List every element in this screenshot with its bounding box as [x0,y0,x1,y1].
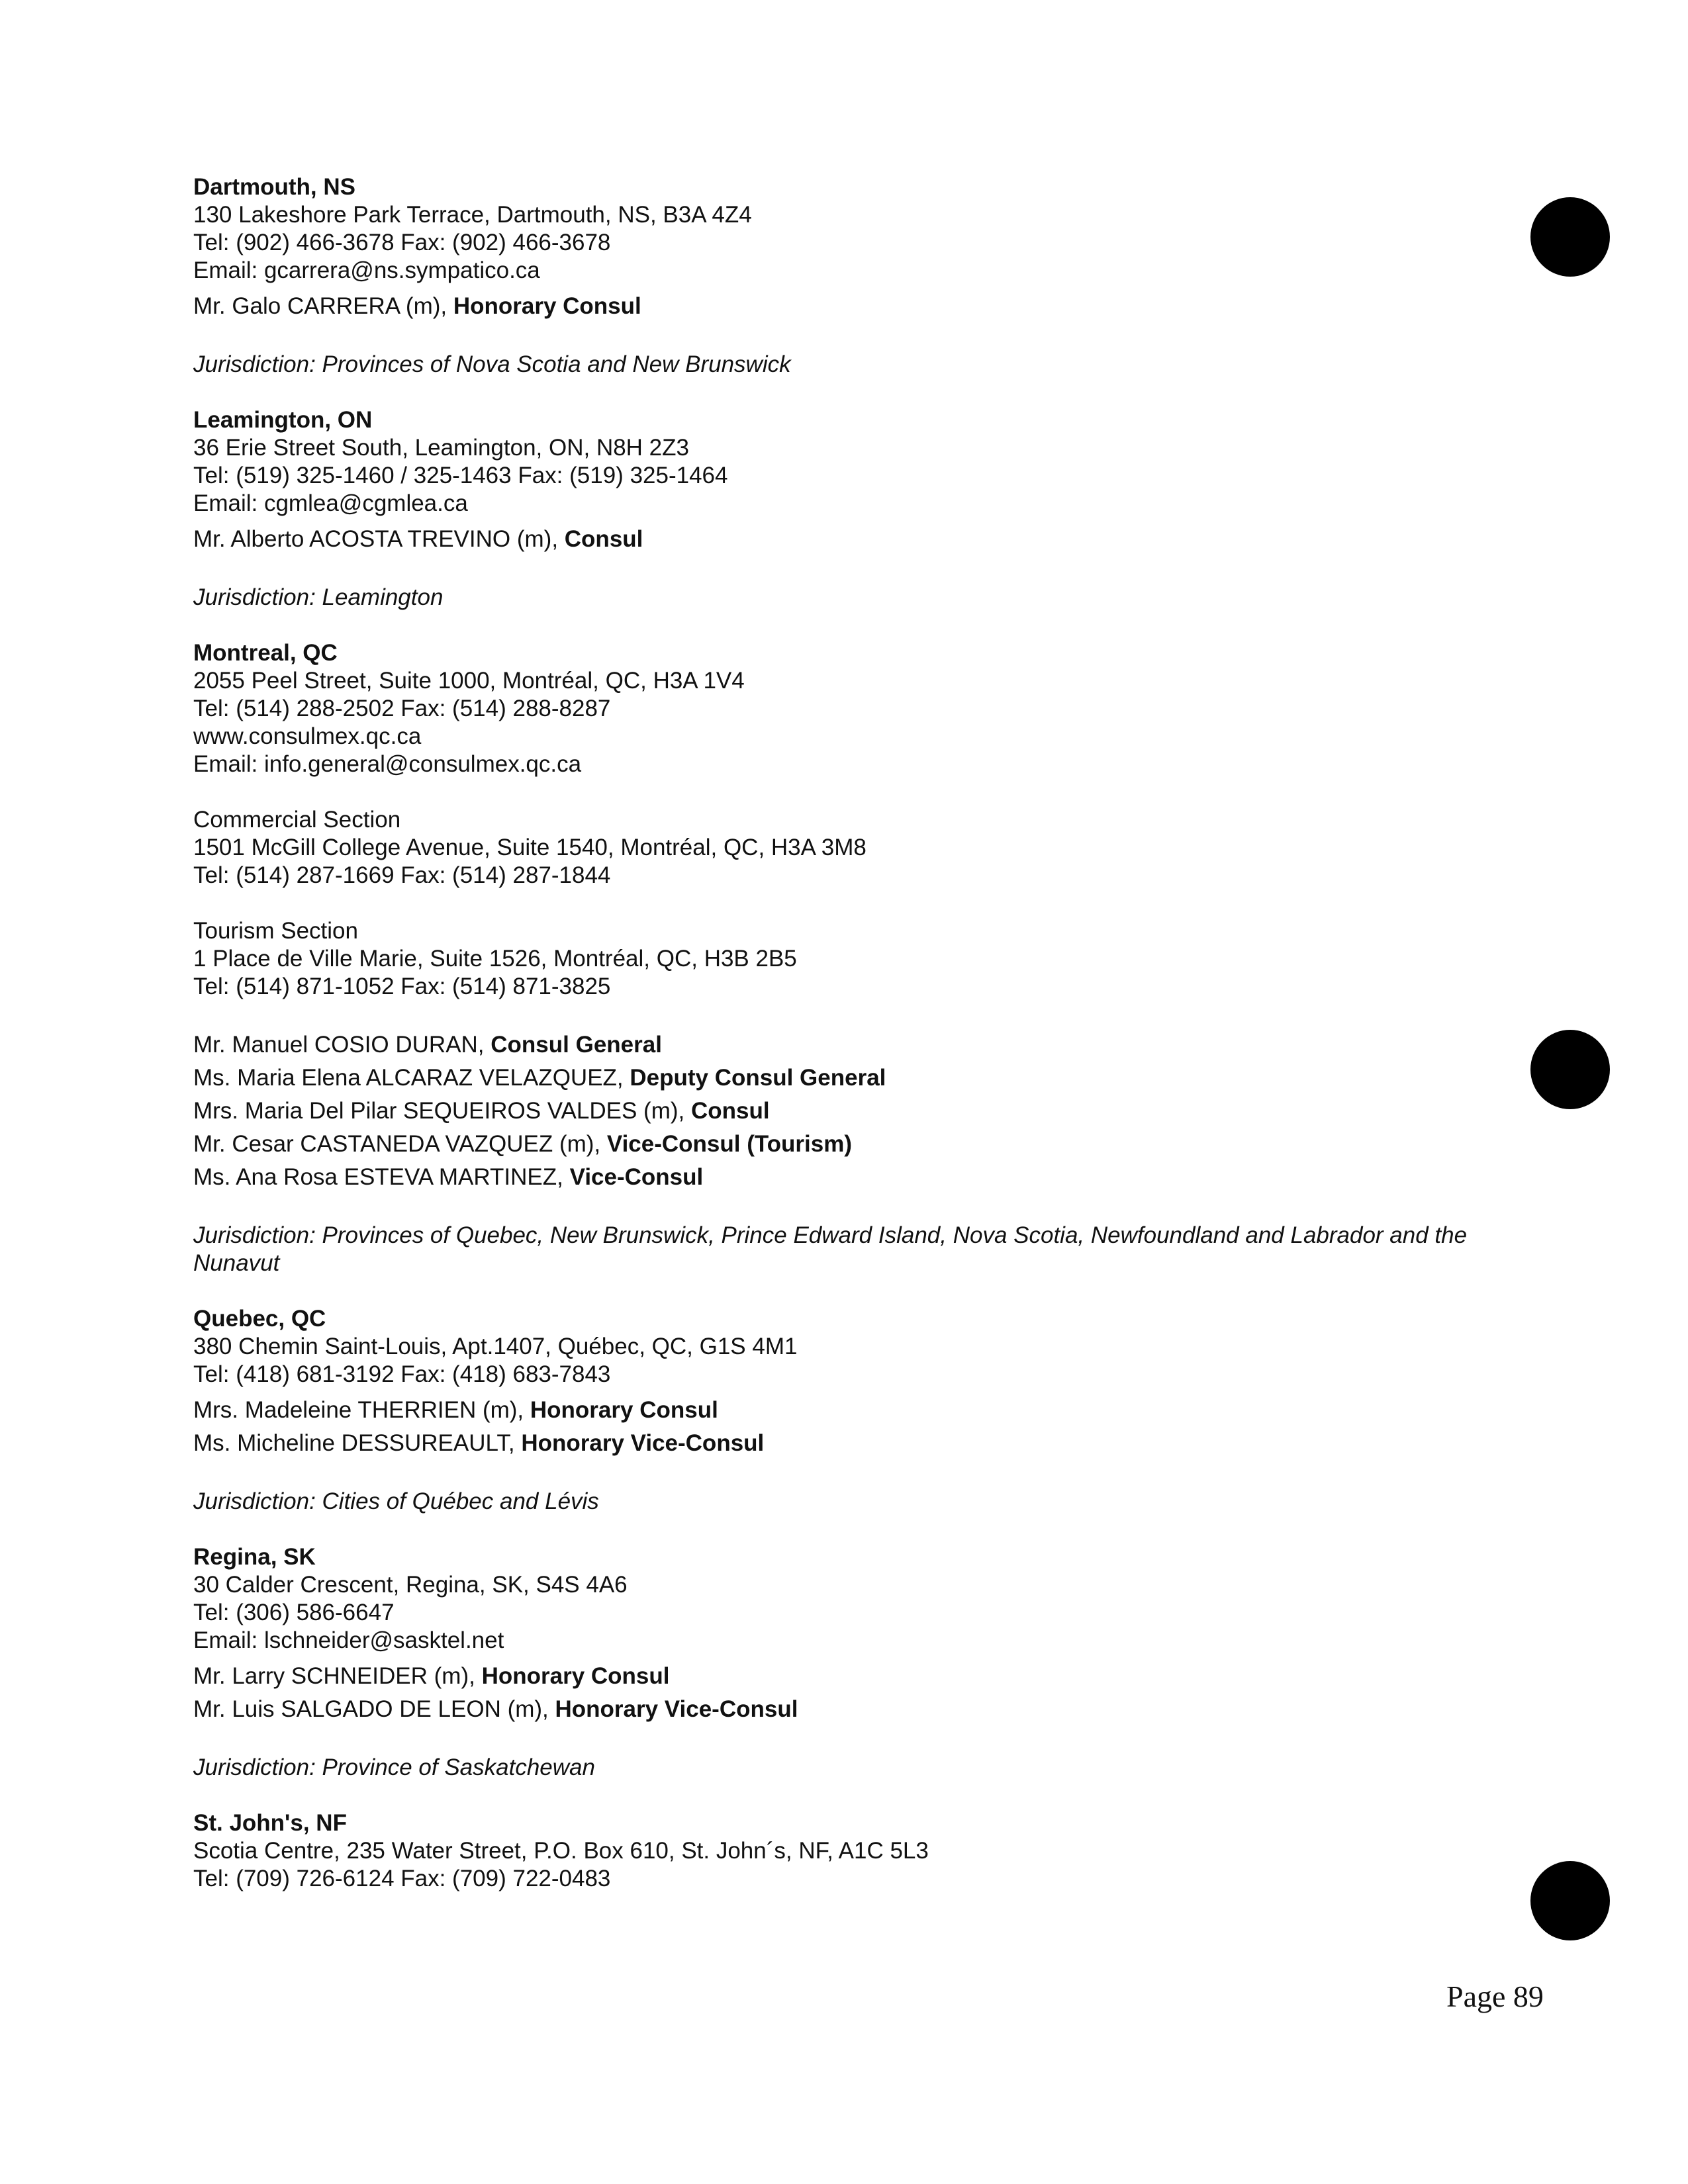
address-line: 1501 McGill College Avenue, Suite 1540, Montréal, QC, H3A 3M8 [193,835,867,860]
email-line: Email: cgmlea@cgmlea.ca [193,490,468,516]
phone-line: Tel: (709) 726-6124 Fax: (709) 722-0483 [193,1866,611,1891]
staff-name: Mr. Manuel COSIO DURAN, [193,1032,491,1058]
address-line: 36 Erie Street South, Leamington, ON, N8H 2Z3 [193,435,689,461]
staff-role: Honorary Consul [481,1663,670,1689]
section-title: Tourism Section [193,918,358,944]
staff-member [193,1693,1557,1726]
website-line: www.consulmex.qc.ca [193,723,422,749]
phone-line: Tel: (519) 325-1460 / 325-1463 Fax: (519) 325-1464 [193,463,728,488]
city-heading: Montreal, QC [193,640,338,666]
staff-name: Ms. Micheline DESSUREAULT, [193,1430,522,1456]
city-heading: St. John's, NF [193,1810,347,1836]
staff-member [193,1128,1557,1161]
staff-role: Vice-Consul (Tourism) [606,1131,853,1157]
staff-name: Mrs. Madeleine THERRIEN (m), [193,1397,530,1423]
phone-line: Tel: (514) 287-1669 Fax: (514) 287-1844 [193,862,611,888]
punch-hole-icon [1530,1030,1610,1109]
staff-name: Mrs. Maria Del Pilar SEQUEIROS VALDES (m), [193,1098,691,1124]
staff-role: Honorary Consul [453,293,641,319]
commercial-section [193,806,1557,889]
staff-name: Mr. Alberto ACOSTA TREVINO (m), [193,526,565,552]
address-line: 30 Calder Crescent, Regina, SK, S4S 4A6 [193,1572,628,1598]
jurisdiction: Jurisdiction: Leamington [193,584,444,610]
address-line: 1 Place de Ville Marie, Suite 1526, Montréal, QC, H3B 2B5 [193,946,797,972]
punch-hole-icon [1530,1861,1610,1940]
staff-name: Mr. Larry SCHNEIDER (m), [193,1663,482,1689]
phone-line: Tel: (514) 871-1052 Fax: (514) 871-3825 [193,974,611,999]
consulate-entry [193,406,1557,612]
staff-list [193,1660,1557,1726]
consulate-entry [193,639,1557,1277]
email-line: Email: lschneider@sasktel.net [193,1627,504,1653]
city-heading: Quebec, QC [193,1306,326,1332]
address-line: Scotia Centre, 235 Water Street, P.O. Box 610, St. John´s, NF, A1C 5L3 [193,1838,929,1864]
jurisdiction: Jurisdiction: Cities of Québec and Lévis [193,1488,599,1514]
city-heading: Dartmouth, NS [193,174,355,200]
staff-name: Mr. Galo CARRERA (m), [193,293,453,319]
consulate-entry [193,1543,1557,1782]
city-heading: Leamington, ON [193,407,373,433]
staff-member [193,523,1557,556]
phone-line: Tel: (902) 466-3678 Fax: (902) 466-3678 [193,230,611,255]
consulate-list [193,173,1557,1921]
tourism-section [193,917,1557,1001]
staff-member [193,1028,1557,1062]
address-line: 2055 Peel Street, Suite 1000, Montréal, QC, H3A 1V4 [193,668,745,694]
staff-member [193,290,1557,323]
staff-list [193,1394,1557,1460]
consulate-entry [193,173,1557,379]
staff-role: Consul General [491,1032,662,1058]
staff-role: Honorary Vice-Consul [555,1696,798,1722]
staff-member [193,1161,1557,1194]
jurisdiction: Jurisdiction: Provinces of Nova Scotia and New Brunswick [193,351,791,377]
section-title: Commercial Section [193,807,401,833]
phone-line: Tel: (306) 586-6647 [193,1600,395,1625]
staff-member [193,1394,1557,1427]
staff-role: Deputy Consul General [630,1065,886,1091]
email-line: Email: gcarrera@ns.sympatico.ca [193,257,540,283]
city-heading: Regina, SK [193,1544,316,1570]
staff-name: Ms. Ana Rosa ESTEVA MARTINEZ, [193,1164,570,1190]
staff-role: Consul [690,1098,770,1124]
staff-role: Honorary Vice-Consul [521,1430,765,1456]
jurisdiction: Jurisdiction: Provinces of Quebec, New Brunswick, Prince Edward Island, Nova Scotia, Newfoundland and Labrador and the Nunavut [193,1222,1468,1276]
staff-member [193,1062,1557,1095]
staff-list [193,523,1557,556]
address-line: 380 Chemin Saint-Louis, Apt.1407, Québec, QC, G1S 4M1 [193,1334,798,1359]
address-line: 130 Lakeshore Park Terrace, Dartmouth, NS, B3A 4Z4 [193,202,752,228]
staff-name: Ms. Maria Elena ALCARAZ VELAZQUEZ, [193,1065,630,1091]
staff-role: Vice-Consul [569,1164,704,1190]
page-number: Page 89 [1446,1979,1544,2013]
phone-line: Tel: (514) 288-2502 Fax: (514) 288-8287 [193,696,611,721]
staff-member [193,1427,1557,1460]
staff-name: Mr. Cesar CASTANEDA VAZQUEZ (m), [193,1131,607,1157]
staff-member [193,1660,1557,1693]
consulate-entry [193,1305,1557,1516]
staff-role: Consul [564,526,643,552]
staff-member [193,1095,1557,1128]
jurisdiction: Jurisdiction: Province of Saskatchewan [193,1754,595,1780]
staff-list [193,1028,1557,1194]
staff-list [193,290,1557,323]
staff-role: Honorary Consul [530,1397,718,1423]
staff-name: Mr. Luis SALGADO DE LEON (m), [193,1696,555,1722]
punch-hole-icon [1530,197,1610,277]
email-line: Email: info.general@consulmex.qc.ca [193,751,582,777]
consulate-entry [193,1809,1557,1893]
phone-line: Tel: (418) 681-3192 Fax: (418) 683-7843 [193,1361,611,1387]
